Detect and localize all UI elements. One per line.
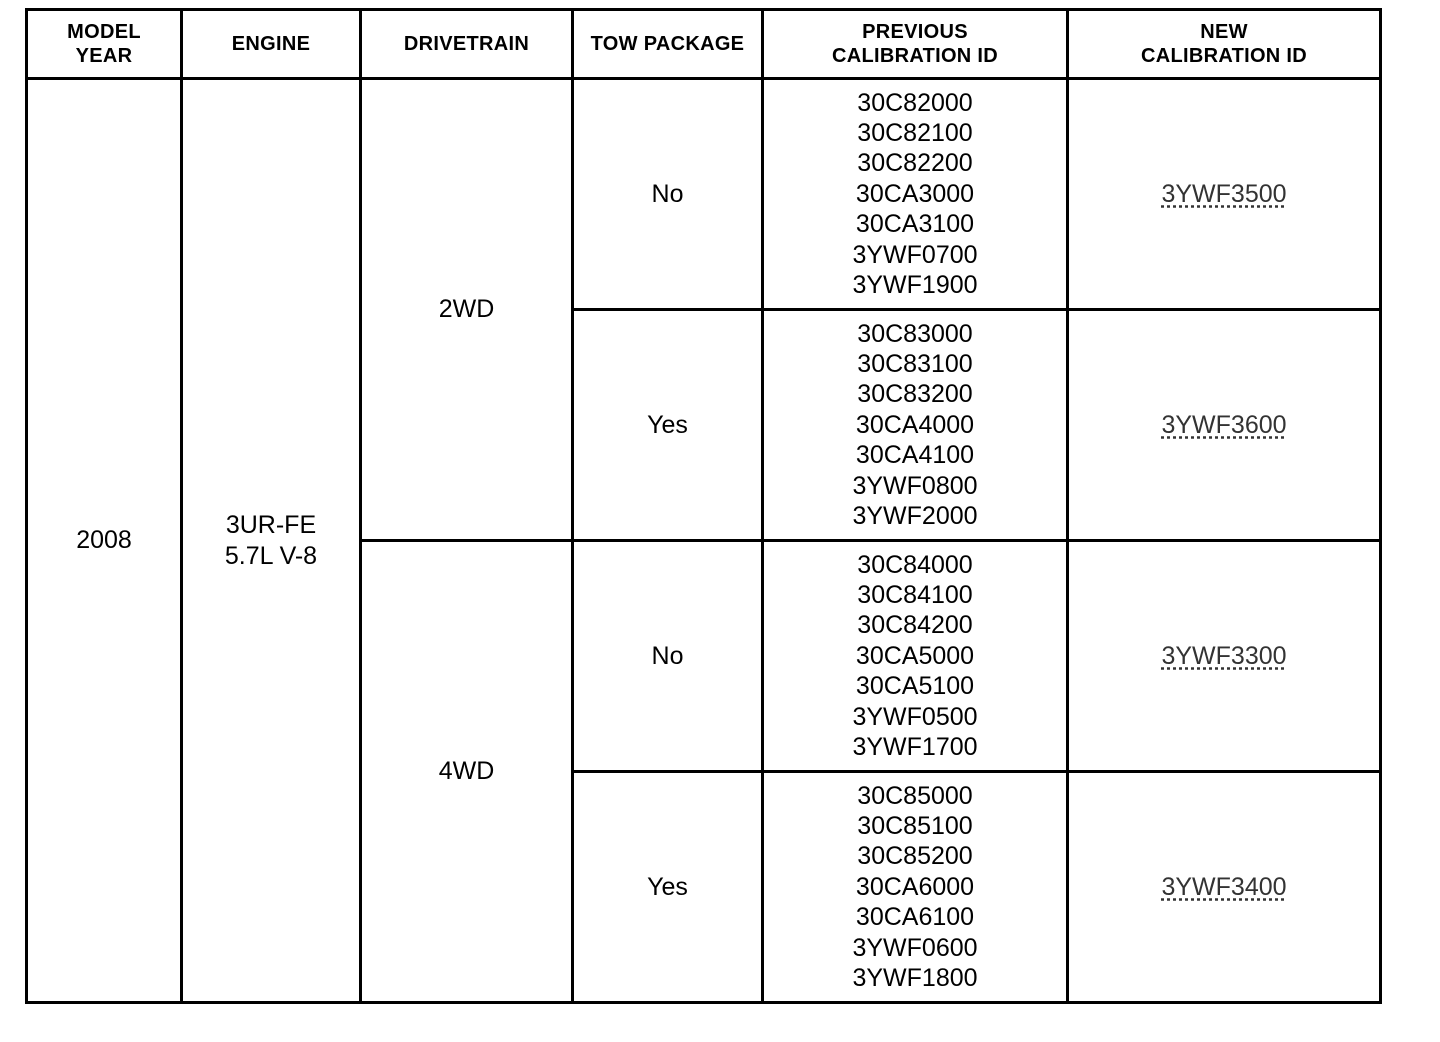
previous-calibration-id: 30C85000	[857, 781, 973, 810]
new-calibration-id-link[interactable]: 3YWF3300	[1161, 641, 1287, 670]
drivetrain-cell-4wd: 4WD	[361, 541, 573, 1003]
new-calibration-cell	[1068, 541, 1381, 772]
header-new-line: NEW	[1200, 21, 1248, 43]
header-previous-line: PREVIOUS	[862, 21, 968, 43]
new-calibration-cell	[1068, 79, 1381, 310]
previous-calibration-id: 30C85100	[857, 811, 973, 840]
previous-calibration-id: 30C83100	[857, 349, 973, 378]
previous-calibration-cell	[763, 772, 1068, 1003]
previous-calibration-id: 3YWF0500	[852, 702, 978, 731]
previous-calibration-id: 3YWF1700	[852, 733, 978, 762]
previous-calibration-id: 30CA4000	[855, 410, 975, 439]
previous-calibration-id: 3YWF0800	[852, 471, 978, 500]
previous-calibration-id: 3YWF1800	[852, 964, 978, 993]
calibration-table-wrapper	[25, 8, 1382, 1004]
previous-calibration-id: 30C85200	[857, 842, 973, 871]
previous-calibration-id: 30C83000	[857, 319, 973, 348]
previous-calibration-id: 30CA6100	[855, 903, 975, 932]
previous-calibration-id: 30C82100	[857, 118, 973, 147]
previous-calibration-id: 30CA4100	[855, 441, 975, 470]
tow-package-cell: No	[573, 79, 763, 310]
header-previous-line: CALIBRATION ID	[831, 45, 999, 67]
previous-calibration-id: 3YWF1900	[852, 271, 978, 300]
header-engine: ENGINE	[182, 10, 361, 79]
tow-package-cell: No	[573, 541, 763, 772]
previous-calibration-id: 30C84000	[857, 550, 973, 579]
header-row	[27, 10, 1381, 79]
header-model-year-line: YEAR	[75, 45, 133, 67]
header-new-line: CALIBRATION ID	[1140, 45, 1308, 67]
previous-calibration-id: 30CA3000	[855, 179, 975, 208]
new-calibration-id-link[interactable]: 3YWF3400	[1161, 872, 1287, 901]
previous-calibration-id: 30C84200	[857, 611, 973, 640]
new-calibration-id-link[interactable]: 3YWF3600	[1161, 410, 1287, 439]
engine-cell	[182, 79, 361, 1003]
engine-code: 3UR-FE	[225, 511, 317, 540]
tow-package-cell: Yes	[573, 310, 763, 541]
previous-calibration-id: 30C82000	[857, 88, 973, 117]
previous-calibration-id: 3YWF0700	[852, 240, 978, 269]
previous-calibration-id: 30C84100	[857, 580, 973, 609]
header-new-calibration-id	[1068, 10, 1381, 79]
previous-calibration-id: 30CA3100	[855, 210, 975, 239]
new-calibration-cell	[1068, 310, 1381, 541]
previous-calibration-cell	[763, 79, 1068, 310]
drivetrain-cell-2wd: 2WD	[361, 79, 573, 541]
new-calibration-cell	[1068, 772, 1381, 1003]
header-previous-calibration-id	[763, 10, 1068, 79]
previous-calibration-cell	[763, 541, 1068, 772]
table-row	[27, 79, 1381, 310]
calibration-table	[25, 8, 1382, 1004]
engine-displacement: 5.7L V-8	[224, 541, 318, 570]
previous-calibration-id: 30C83200	[857, 380, 973, 409]
header-model-year	[27, 10, 182, 79]
header-drivetrain: DRIVETRAIN	[361, 10, 573, 79]
previous-calibration-id: 30C82200	[857, 149, 973, 178]
tow-package-cell: Yes	[573, 772, 763, 1003]
previous-calibration-id: 3YWF2000	[852, 502, 978, 531]
model-year-cell: 2008	[27, 79, 182, 1003]
previous-calibration-id: 30CA5000	[855, 641, 975, 670]
previous-calibration-cell	[763, 310, 1068, 541]
header-tow-package: TOW PACKAGE	[573, 10, 763, 79]
previous-calibration-id: 3YWF0600	[852, 933, 978, 962]
previous-calibration-id: 30CA5100	[855, 672, 975, 701]
previous-calibration-id: 30CA6000	[855, 872, 975, 901]
new-calibration-id-link[interactable]: 3YWF3500	[1161, 179, 1287, 208]
header-model-year-line: MODEL	[67, 21, 141, 43]
